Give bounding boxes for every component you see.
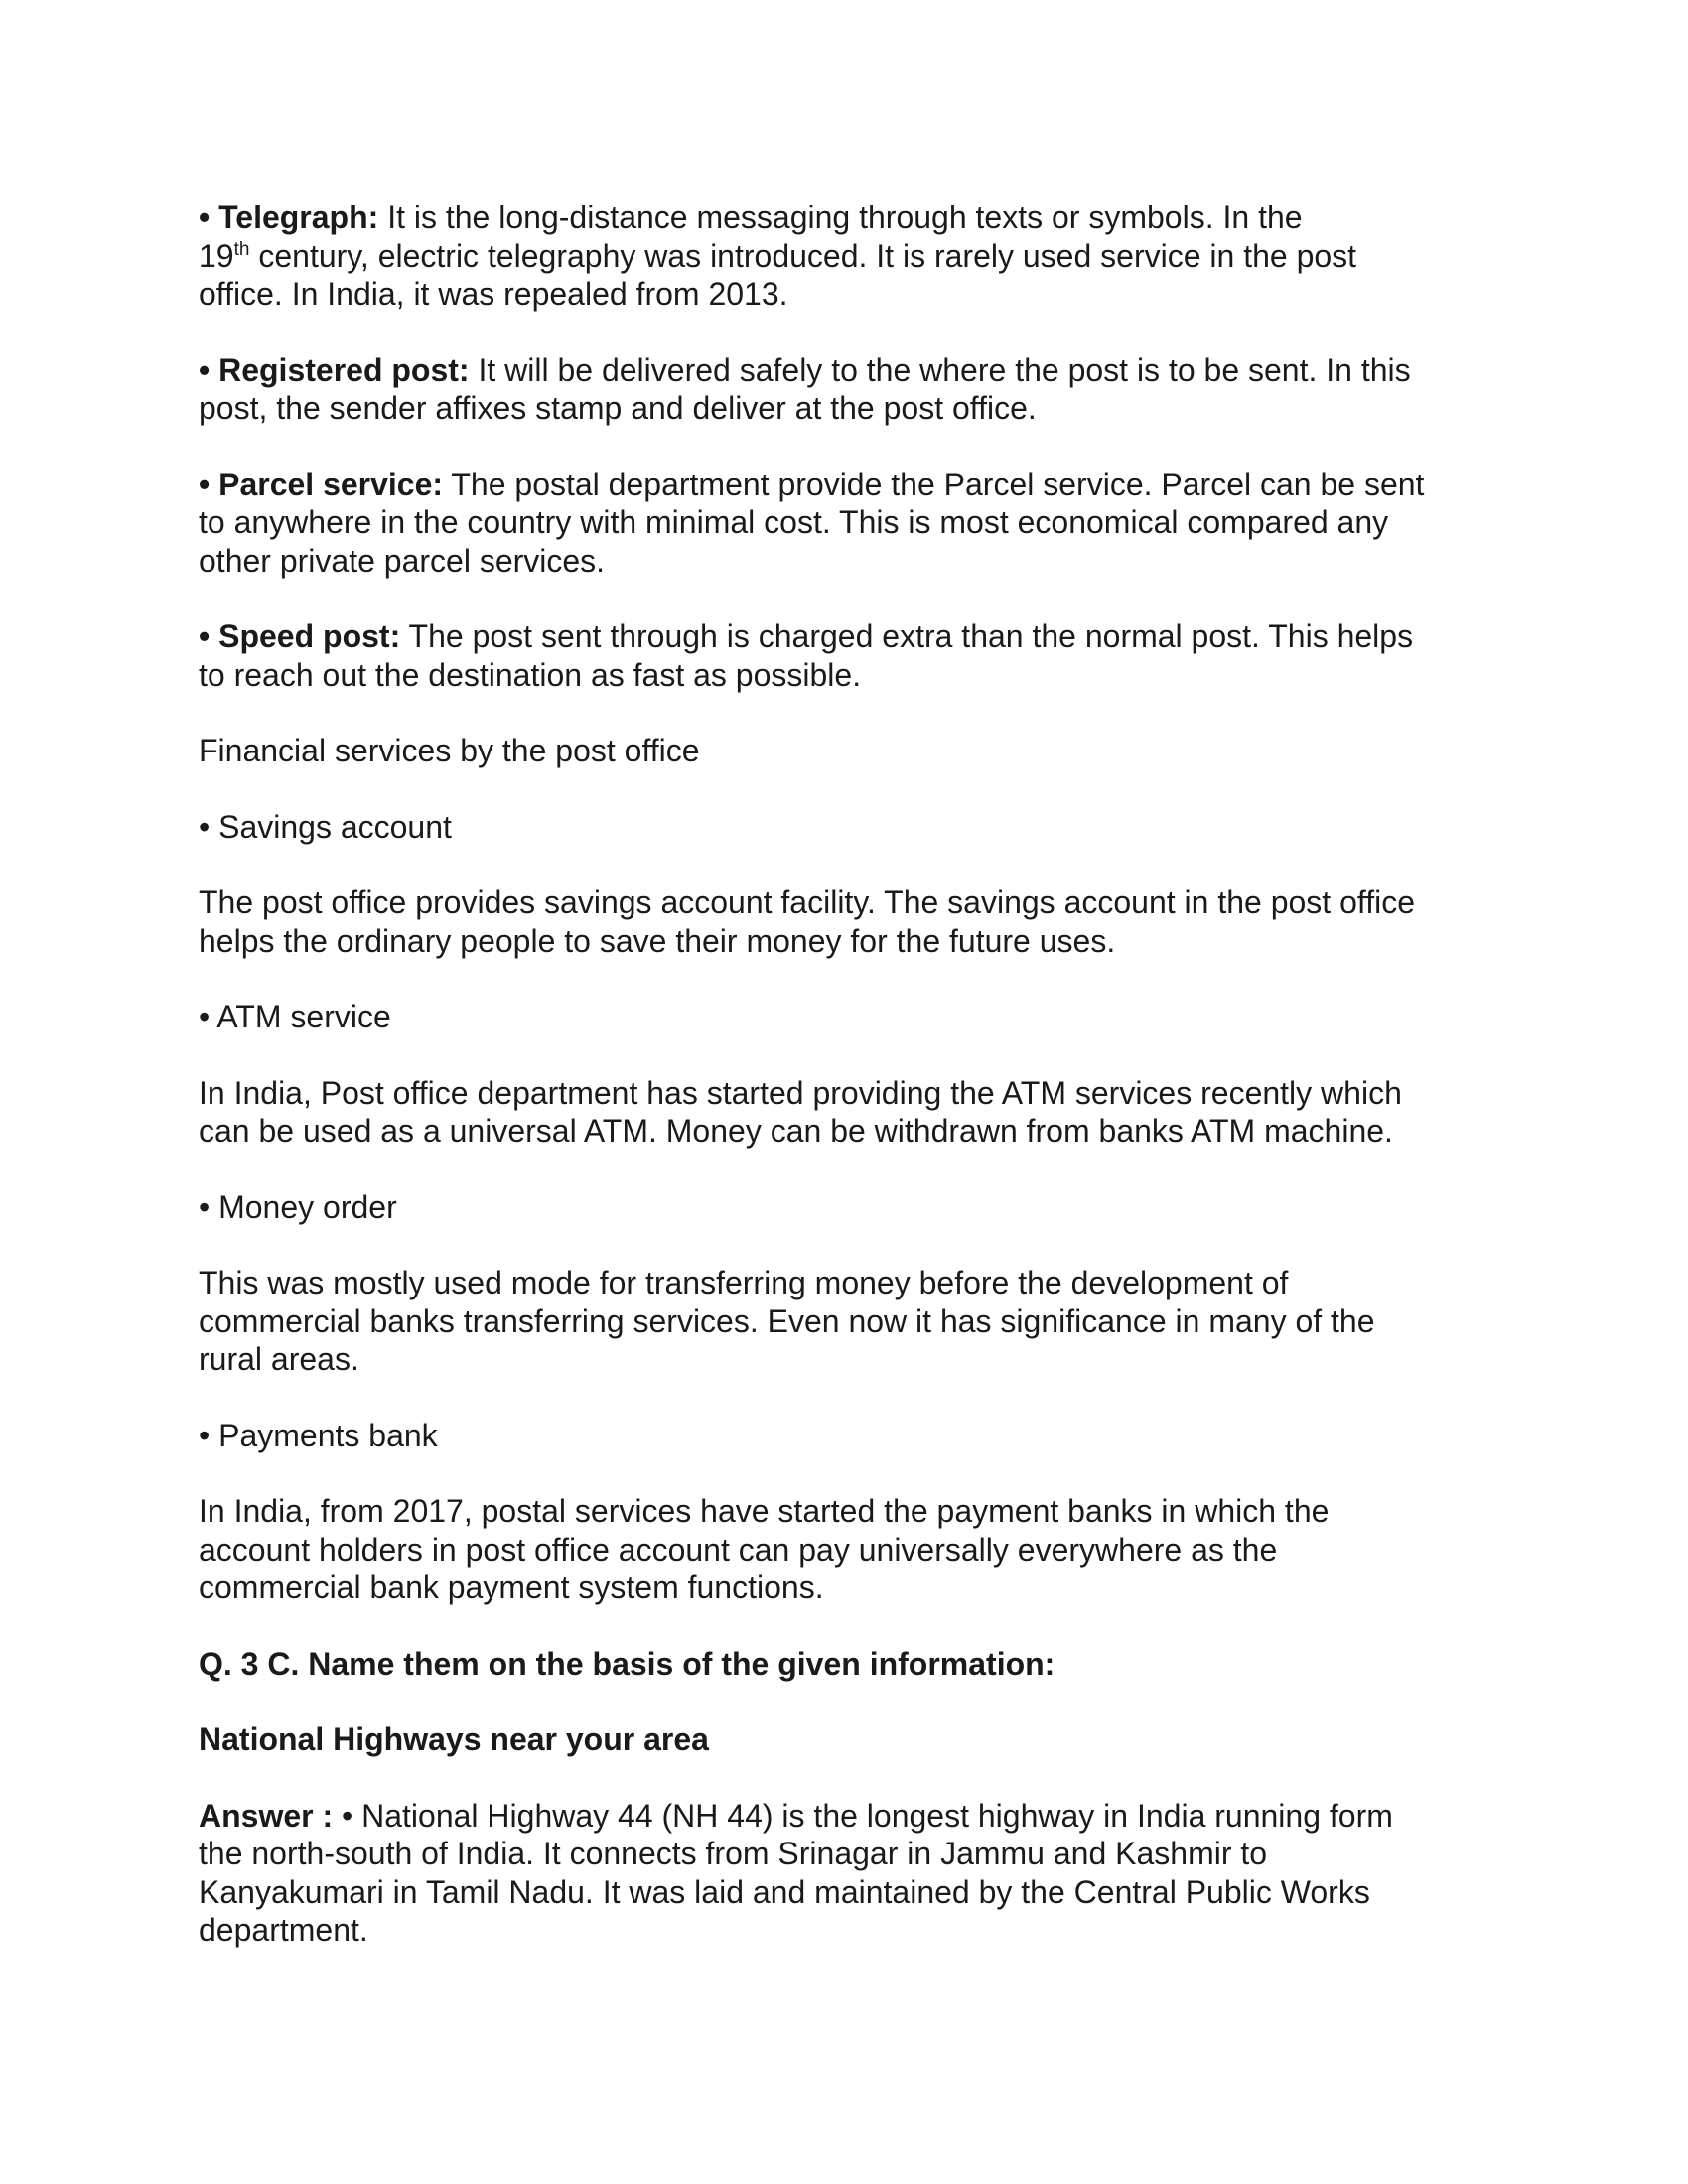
atm-line-2: can be used as a universal ATM. Money can be withdrawn from banks ATM machine. [199,1113,1393,1149]
telegraph-paragraph [199,199,1489,314]
national-highways-subheading: National Highways near your area [199,1721,709,1757]
atm-service-paragraph [199,1074,1489,1151]
answer-label: Answer : [199,1797,334,1834]
payments-bank-paragraph [199,1492,1489,1607]
telegraph-line-2 [199,237,1489,276]
savings-account-bullet: • Savings account [199,808,452,845]
money-order-line-1: This was mostly used mode for transferring money before the development of [199,1265,1289,1300]
answer-line-4: department. [199,1912,368,1948]
money-order-paragraph [199,1264,1489,1379]
answer-line-3: Kanyakumari in Tamil Nadu. It was laid and maintained by the Central Public Works [199,1873,1370,1910]
answer-line-1 [199,1797,1489,1836]
telegraph-text-2: century, electric telegraphy was introduced. It is rarely used service in the post [249,237,1357,274]
parcel-label: • Parcel service: [199,466,444,502]
payments-bank-line-1: In India, from 2017, postal services have started the payment banks in which the [199,1493,1330,1529]
registered-post-paragraph [199,351,1489,428]
savings-account-paragraph [199,884,1489,960]
speed-line-1 [199,617,1489,656]
answer-paragraph [199,1797,1489,1950]
telegraph-text-1: It is the long-distance messaging through texts or symbols. In the [378,200,1303,235]
payments-bank-bullet: • Payments bank [199,1417,438,1453]
parcel-line-3: other private parcel services. [199,542,606,579]
question-heading: Q. 3 C. Name them on the basis of the given information: [199,1645,1055,1682]
parcel-service-paragraph [199,466,1489,581]
atm-service-bullet: • ATM service [199,999,391,1034]
answer-text-1: • National Highway 44 (NH 44) is the longest highway in India running form [333,1797,1393,1834]
parcel-text-1: The postal department provide the Parcel service. Parcel can be sent [443,466,1425,502]
telegraph-line-3: office. In India, it was repealed from 2013. [199,276,788,312]
speed-post-paragraph [199,617,1489,694]
savings-line-2: helps the ordinary people to save their money for the future uses. [199,922,1116,959]
speed-line-2: to reach out the destination as fast as possible. [199,656,862,693]
telegraph-line-1 [199,199,1489,237]
speed-text-1: The post sent through is charged extra than the normal post. This helps [400,618,1414,654]
parcel-line-1 [199,466,1489,504]
telegraph-label: • Telegraph: [199,200,379,235]
savings-line-1: The post office provides savings account facility. The savings account in the post office [199,885,1415,920]
telegraph-superscript: th [233,238,250,260]
registered-line-1 [199,351,1489,390]
money-order-line-3: rural areas. [199,1341,359,1377]
financial-services-heading: Financial services by the post office [199,733,700,768]
registered-text-1: It will be delivered safely to the where the post is to be sent. In this [469,351,1411,388]
parcel-line-2: to anywhere in the country with minimal cost. This is most economical compared any [199,504,1389,540]
answer-line-2: the north-south of India. It connects from Srinagar in Jammu and Kashmir to [199,1836,1268,1871]
money-order-line-2: commercial banks transferring services. Even now it has significance in many of the [199,1302,1375,1339]
payments-bank-line-2: account holders in post office account can pay universally everywhere as the [199,1531,1278,1568]
document-page [199,199,1489,1987]
money-order-bullet: • Money order [199,1188,397,1225]
atm-line-1: In India, Post office department has started providing the ATM services recently which [199,1074,1402,1111]
registered-label: • Registered post: [199,351,470,388]
registered-line-2: post, the sender affixes stamp and deliver at the post office. [199,390,1037,426]
payments-bank-line-3: commercial bank payment system functions. [199,1570,824,1605]
speed-label: • Speed post: [199,618,401,654]
telegraph-century-number: 19 [199,237,234,274]
